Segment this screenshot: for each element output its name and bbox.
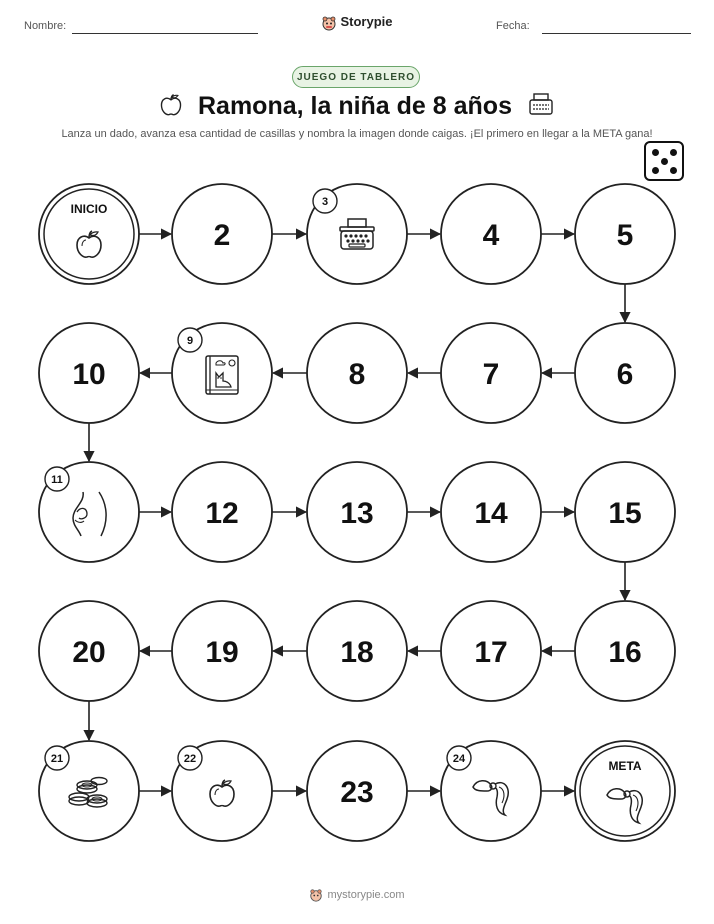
- board-square-21: [39, 741, 139, 841]
- board-square-13: [307, 462, 407, 562]
- name-label: Nombre:: [24, 20, 67, 32]
- square-number: 11: [51, 474, 63, 486]
- footer: [0, 888, 714, 902]
- square-number: 20: [72, 636, 106, 669]
- square-number: 5: [616, 219, 634, 252]
- board-square-4: [441, 184, 541, 284]
- square-number: 2: [213, 219, 231, 252]
- footer-url[interactable]: mystorypie.com: [327, 888, 405, 901]
- square-number: 15: [608, 497, 642, 530]
- storypie-logo-icon: [309, 888, 323, 902]
- board-square-17: [441, 601, 541, 701]
- square-number: 17: [474, 636, 508, 669]
- square-number: 9: [186, 335, 194, 347]
- board-square-15: [575, 462, 675, 562]
- board-square-9: [172, 323, 272, 423]
- board-square-16: [575, 601, 675, 701]
- square-number: 6: [616, 358, 634, 391]
- square-number: 4: [482, 219, 500, 252]
- brand-name: Storypie: [340, 14, 393, 29]
- square-number: 16: [608, 636, 642, 669]
- square-number: 8: [348, 358, 366, 391]
- finish-label: META: [608, 759, 642, 773]
- square-number: 13: [340, 497, 374, 530]
- board-square-23: [307, 741, 407, 841]
- board-square-12: [172, 462, 272, 562]
- board-square-5: [575, 184, 675, 284]
- start-square: [39, 184, 139, 284]
- square-number: 22: [183, 753, 197, 765]
- square-number: 19: [205, 636, 239, 669]
- board-square-22: [172, 741, 272, 841]
- finish-square: [575, 741, 675, 841]
- board-square-14: [441, 462, 541, 562]
- square-number: 10: [72, 358, 106, 391]
- board-square-8: [307, 323, 407, 423]
- board-square-6: [575, 323, 675, 423]
- board-square-11: [39, 462, 139, 562]
- square-number: 21: [50, 753, 64, 765]
- board-square-3: [307, 184, 407, 284]
- square-number: 3: [321, 196, 329, 208]
- board-square-7: [441, 323, 541, 423]
- date-label: Fecha:: [496, 20, 530, 32]
- square-number: 14: [474, 497, 508, 530]
- board-square-19: [172, 601, 272, 701]
- board-square-2: [172, 184, 272, 284]
- square-number: 12: [205, 497, 239, 530]
- board-square-20: [39, 601, 139, 701]
- game-type-badge: JUEGO DE TABLERO: [292, 66, 420, 88]
- board-square-18: [307, 601, 407, 701]
- square-number: 18: [340, 636, 374, 669]
- start-label: INICIO: [70, 202, 108, 216]
- board-square-10: [39, 323, 139, 423]
- board-square-24: [441, 741, 541, 841]
- instructions: Lanza un dado, avanza esa cantidad de casillas y nombra la imagen donde caigas. ¡El primero en llegar a la META gana!: [61, 128, 653, 140]
- square-number: 23: [340, 776, 374, 809]
- square-number: 24: [452, 753, 466, 765]
- square-number: 7: [482, 358, 500, 391]
- title-text: Ramona, la niña de 8 años: [198, 92, 512, 120]
